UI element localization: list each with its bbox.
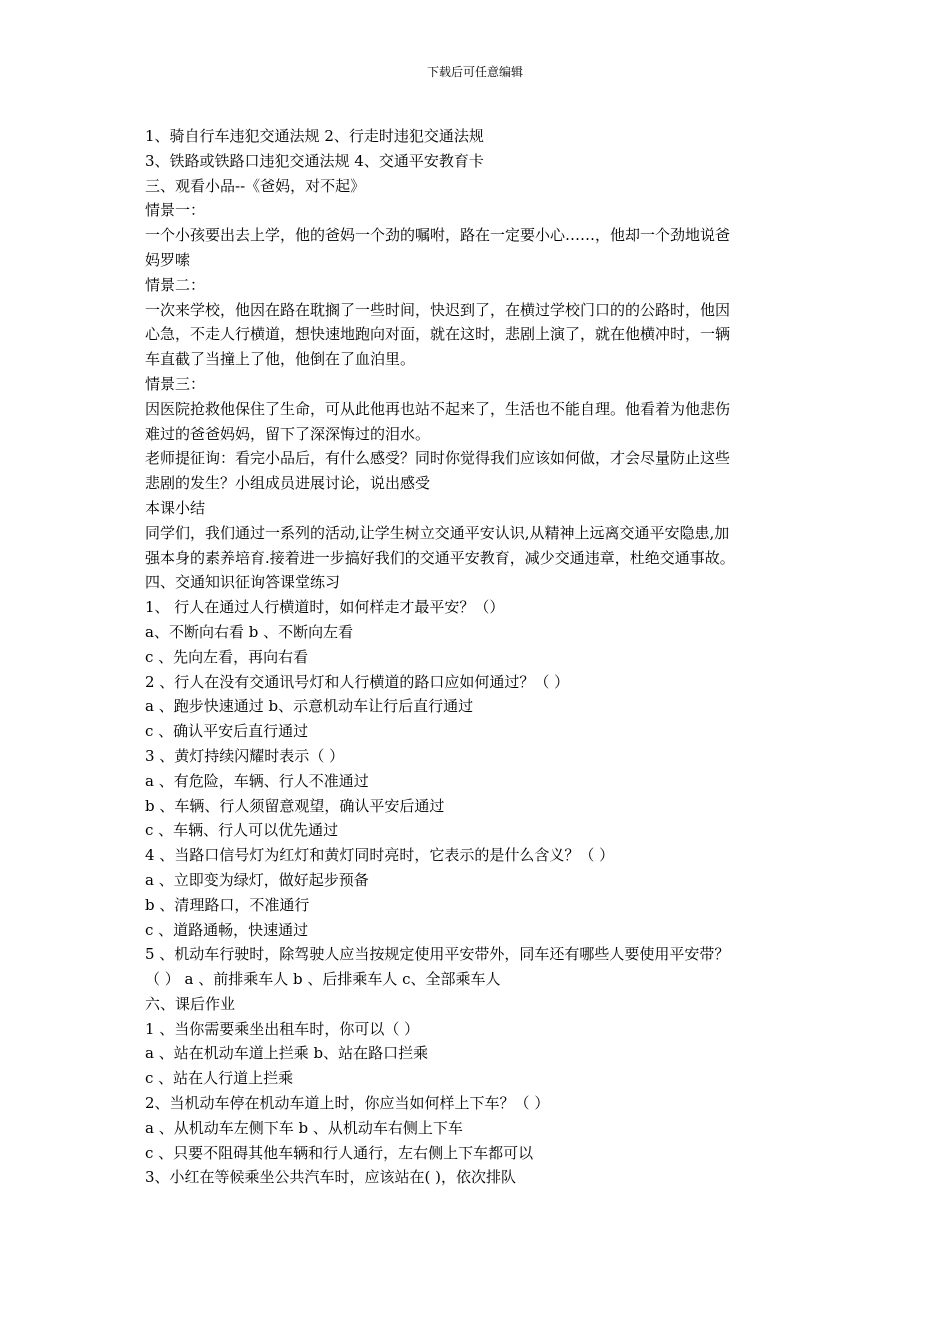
text-line: c 、确认平安后直行通过	[145, 722, 309, 741]
text-line: 2 、行人在没有交通讯号灯和人行横道的路口应如何通过？（ ）	[145, 672, 570, 691]
text-line: 心急，不走人行横道，想快速地跑向对面，就在这时，悲剧上演了，就在他横冲时，一辆	[145, 325, 731, 344]
text-line: c 、站在人行道上拦乘	[145, 1069, 294, 1088]
text-line: 一个小孩要出去上学，他的爸妈一个劲的嘱咐，路在一定要小心……，他却一个劲地说爸	[145, 226, 731, 245]
text-line: 1、 行人在通过人行横道时，如何样走才最平安？（）	[145, 598, 505, 617]
text-line: 强本身的素养培育.接着进一步搞好我们的交通平安教育，减少交通违章，杜绝交通事故。	[145, 548, 735, 567]
text-line: 3、铁路或铁路口违犯交通法规 4、交通平安教育卡	[145, 151, 484, 170]
text-line: 同学们，我们通过一系列的活动,让学生树立交通平安认识,从精神上远离交通平安隐患,加	[145, 523, 730, 542]
text-line: 车直截了当撞上了他，他倒在了血泊里。	[145, 350, 416, 369]
text-line: 5 、机动车行驶时，除驾驶人应当按规定使用平安带外，同车还有哪些人要使用平安带？	[145, 945, 730, 964]
text-line: 4 、当路口信号灯为红灯和黄灯同时亮时，它表示的是什么含义？（ ）	[145, 846, 615, 865]
text-line: 情景三：	[145, 374, 206, 393]
text-line: c 、先向左看，再向右看	[145, 647, 309, 666]
text-line: 本课小结	[145, 498, 206, 517]
text-line: 因医院抢救他保住了生命，可从此他再也站不起来了，生活也不能自理。他看着为他悲伤	[145, 399, 731, 418]
text-line: 3、小红在等候乘坐公共汽车时，应该站在( )，依次排队	[145, 1168, 517, 1187]
text-line: a 、有危险，车辆、行人不准通过	[145, 771, 369, 790]
text-line: a 、从机动车左侧下车 b 、从机动车右侧上下车	[145, 1118, 463, 1137]
text-line: b 、清理路口，不准通行	[145, 895, 310, 914]
text-line: a、不断向右看 b 、不断向左看	[145, 622, 354, 641]
text-line: 三、观看小品--《爸妈，对不起》	[145, 176, 366, 195]
text-line: c 、只要不阻碍其他车辆和行人通行，左右侧上下车都可以	[145, 1143, 534, 1162]
text-line: 1、骑自行车违犯交通法规 2、行走时违犯交通法规	[145, 127, 484, 145]
page-header: 下载后可任意编辑	[426, 65, 523, 79]
text-line: c 、车辆、行人可以优先通过	[145, 821, 339, 840]
text-line: 一次来学校，他因在路在耽搁了一些时间，快迟到了，在横过学校门口的的公路时，他因	[145, 300, 731, 319]
text-line: a 、跑步快速通过 b、示意机动车让行后直行通过	[145, 697, 474, 716]
text-line: 四、交通知识征询答课堂练习	[145, 573, 341, 592]
text-line: 妈罗嗦	[145, 250, 191, 269]
text-line: a 、站在机动车道上拦乘 b、站在路口拦乘	[145, 1044, 429, 1063]
text-line: c 、道路通畅，快速通过	[145, 920, 309, 939]
text-line: 情景二：	[145, 275, 206, 294]
text-line: a 、立即变为绿灯，做好起步预备	[145, 870, 369, 889]
text-line: 情景一：	[145, 201, 206, 220]
text-line: 悲剧的发生？小组成员进展讨论，说出感受	[145, 474, 431, 493]
text-line: 难过的爸爸妈妈，留下了深深悔过的泪水。	[145, 424, 431, 443]
text-line: 老师提征询：看完小品后，有什么感受？同时你觉得我们应该如何做，才会尽量防止这些	[145, 449, 731, 468]
text-line: b 、车辆、行人须留意观望，确认平安后通过	[145, 796, 445, 815]
text-line: 2、当机动车停在机动车道上时，你应当如何样上下车？（ ）	[145, 1094, 550, 1113]
text-line: 1 、当你需要乘坐出租车时，你可以（ ）	[145, 1019, 420, 1038]
text-line: 六、课后作业	[145, 994, 236, 1013]
text-line: 3 、黄灯持续闪耀时表示（ ）	[145, 746, 345, 765]
document-body	[145, 124, 813, 1190]
text-line: （ ） a 、前排乘车人 b 、后排乘车人 c、全部乘车人	[145, 970, 501, 989]
